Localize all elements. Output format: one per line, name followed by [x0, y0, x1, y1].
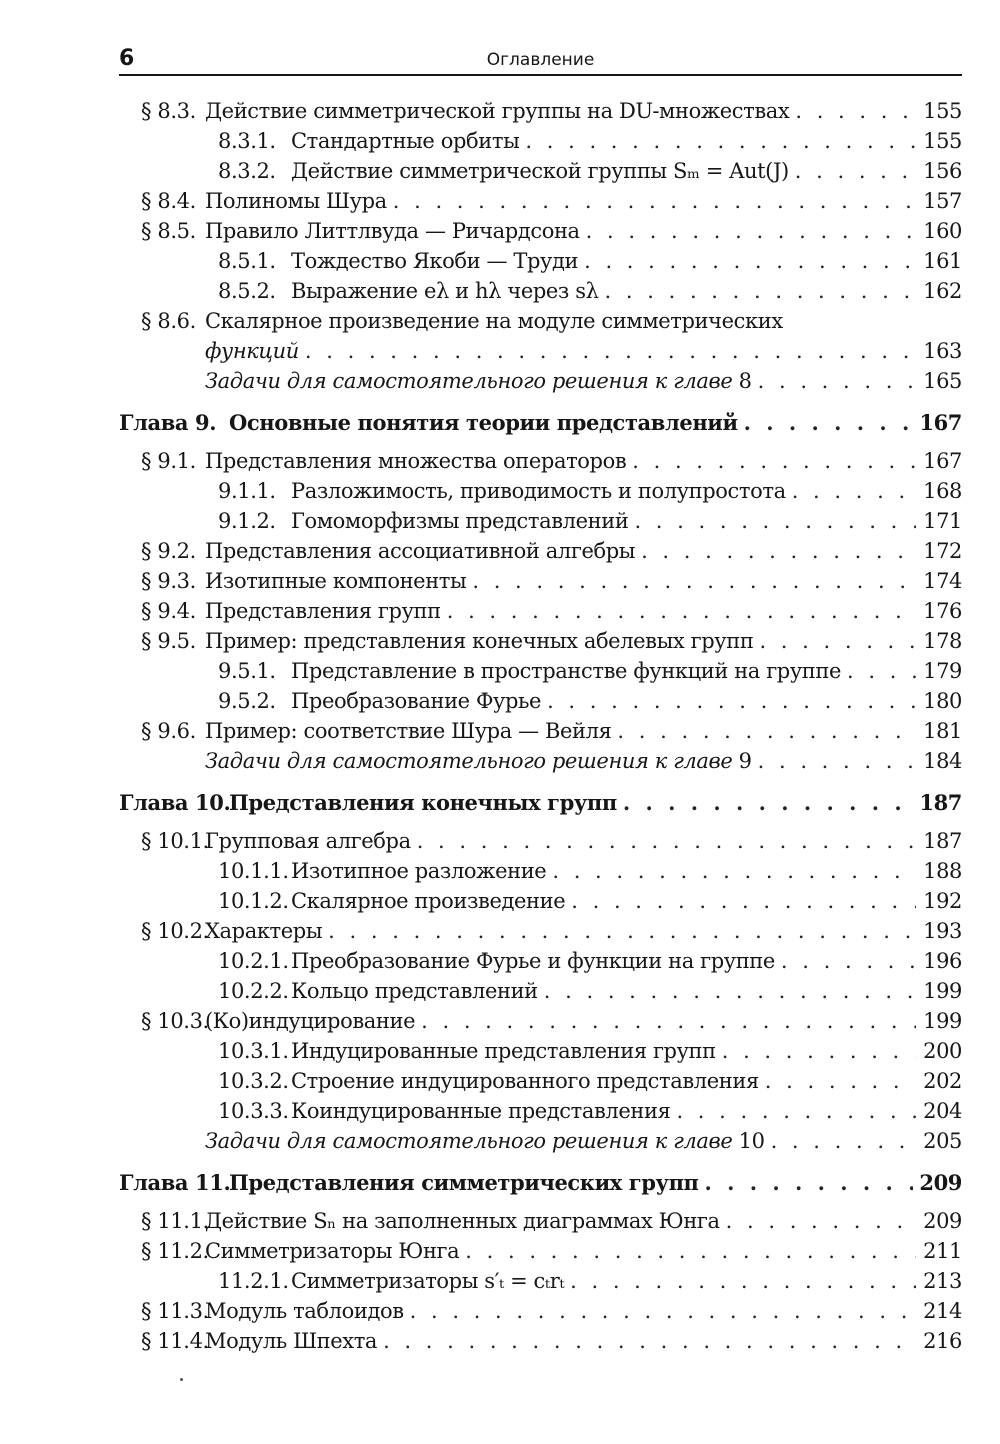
toc-entry-page: 172 — [923, 539, 962, 563]
toc-entry — [119, 566, 962, 596]
toc-entry-number: § 10.2. — [141, 919, 209, 943]
toc-entry-page: 205 — [923, 1129, 962, 1153]
toc-entry-number: 9.5.1. — [218, 659, 276, 683]
toc-entry-page: 199 — [923, 1009, 962, 1033]
toc-entry-page: 157 — [923, 189, 962, 213]
toc-entry-number: 9.5.2. — [218, 689, 276, 713]
toc-entry-title: Скалярное произведение на модуле симметрических — [205, 309, 783, 333]
toc-entry-title: Индуцированные представления групп — [291, 1039, 716, 1063]
toc-entry-number: § 9.5. — [141, 629, 196, 653]
toc-entry-page: 162 — [923, 279, 962, 303]
toc-entry-number: 8.3.2. — [218, 159, 276, 183]
toc-entry-number: 10.2.2. — [218, 979, 289, 1003]
toc-entry-line — [205, 826, 962, 856]
toc-entry-page: 161 — [923, 249, 962, 273]
toc-entry-number: § 9.3. — [141, 569, 196, 593]
dot-leader — [417, 826, 916, 856]
toc-entry-number: § 8.5. — [141, 219, 196, 243]
toc-entry-title: Представление в пространстве функций на группе — [291, 659, 842, 683]
dot-leader — [547, 686, 916, 716]
dot-leader — [759, 626, 916, 656]
toc-entry-title: Характеры — [205, 919, 323, 943]
toc-entry — [119, 156, 962, 186]
toc-entry — [119, 126, 962, 156]
toc-entry-line — [205, 446, 962, 476]
dot-leader — [605, 276, 916, 306]
toc-entry — [119, 1236, 962, 1266]
dot-leader — [795, 96, 916, 126]
toc-entry-page: 188 — [923, 859, 962, 883]
toc-entry-line — [205, 916, 962, 946]
toc-entry-line — [291, 1066, 962, 1096]
toc-entry-page: 209 — [923, 1209, 962, 1233]
toc-entry-page: 176 — [923, 599, 962, 623]
toc-entry-line — [205, 566, 962, 596]
toc-entry-title: (Ко)индуцирование — [205, 1009, 416, 1033]
toc-entry — [119, 536, 962, 566]
toc-entry-title: Пример: представления конечных абелевых групп — [205, 629, 754, 653]
toc-entry-number: 9.1.2. — [218, 509, 276, 533]
dot-leader — [544, 976, 916, 1006]
toc-entry-page: 216 — [923, 1329, 962, 1353]
toc-entry-title: Представления групп — [205, 599, 441, 623]
toc-entry-title: Правило Литтлвуда — Ричардсона — [205, 219, 580, 243]
toc-entry-number: § 11.1. — [141, 1209, 209, 1233]
dot-leader — [632, 446, 916, 476]
toc-entry-title: Полиномы Шура — [205, 189, 387, 213]
toc-entry-line — [291, 1036, 962, 1066]
toc-entry — [119, 916, 962, 946]
toc-entry — [119, 787, 962, 819]
toc-entry-title: функций — [205, 339, 299, 363]
toc-entry-title: Представления множества операторов — [205, 449, 627, 473]
toc-entry — [119, 656, 962, 686]
toc-entry-page: 178 — [923, 629, 962, 653]
toc-entry-number: Глава 9. — [119, 410, 217, 435]
toc-entry-number: 9.1.1. — [218, 479, 276, 503]
toc-entry — [119, 186, 962, 216]
toc-entry-title: Изотипное разложение — [291, 859, 547, 883]
toc-entry — [119, 886, 962, 916]
toc-entry-page: 199 — [923, 979, 962, 1003]
toc-entry-line — [205, 336, 962, 366]
toc-entry-number: 8.5.1. — [218, 249, 276, 273]
dot-leader — [410, 1296, 916, 1326]
toc-entry-title: Кольцо представлений — [291, 979, 538, 1003]
toc-entry-page: 187 — [923, 829, 962, 853]
running-title: Оглавление — [486, 50, 595, 70]
toc-entry-chapter-number: 10 — [738, 1129, 765, 1153]
toc-entry-number: § 9.4. — [141, 599, 196, 623]
toc-entry-title: Пример: соответствие Шура — Вейля — [205, 719, 612, 743]
dot-leader — [771, 1126, 916, 1156]
toc-entry-chapter-number: 8 — [738, 369, 752, 393]
toc-entry-page: 196 — [923, 949, 962, 973]
toc-entry-number: 10.1.2. — [218, 889, 289, 913]
toc-entry-line — [205, 1206, 962, 1236]
toc-entry-title: Коиндуцированные представления — [291, 1099, 671, 1123]
dot-leader — [744, 407, 914, 439]
toc-entry — [119, 946, 962, 976]
toc-entry-line — [205, 216, 962, 246]
toc-entry-line — [229, 787, 962, 819]
toc-entry-title: Выражение eλ и hλ через sλ — [291, 279, 599, 303]
dot-leader — [705, 1167, 914, 1199]
toc-entry-title: Представления симметрических групп — [229, 1170, 699, 1195]
dot-leader — [676, 1096, 916, 1126]
toc-entry-page: 174 — [923, 569, 962, 593]
toc-entry-page: 192 — [923, 889, 962, 913]
toc-entry-page: 187 — [919, 790, 962, 815]
toc-entry-line — [291, 946, 962, 976]
toc-entry-line — [229, 407, 962, 439]
toc-entry-page: 213 — [923, 1269, 962, 1293]
toc-entry-number: § 8.6. — [141, 309, 196, 333]
toc-entry-title — [205, 366, 758, 396]
toc-entry-line — [291, 476, 962, 506]
toc-entry — [119, 596, 962, 626]
toc-entry-line — [291, 656, 962, 686]
dot-leader — [465, 1236, 916, 1266]
toc-entry-number: 10.3.3. — [218, 1099, 289, 1123]
toc-entry-title: Модуль Шпехта — [205, 1329, 378, 1353]
toc-entry — [119, 246, 962, 276]
toc-entry-number: 10.3.1. — [218, 1039, 289, 1063]
toc-entry-title: Представления ассоциативной алгебры — [205, 539, 636, 563]
toc-entry-title — [205, 1126, 771, 1156]
toc-entry — [119, 976, 962, 1006]
toc-entry-page: 167 — [923, 449, 962, 473]
toc-entry — [119, 686, 962, 716]
toc-entry-page: 202 — [923, 1069, 962, 1093]
toc-entry-title-text: Задачи для самостоятельного решения к главе — [205, 369, 733, 393]
toc-entry-page: 181 — [923, 719, 962, 743]
dot-leader — [421, 1006, 916, 1036]
toc-entry-page: 171 — [923, 509, 962, 533]
toc-entry — [119, 276, 962, 306]
dot-leader — [634, 506, 916, 536]
dot-leader — [758, 746, 916, 776]
dot-leader — [781, 946, 916, 976]
toc-entry-line — [291, 506, 962, 536]
toc-entry-title: Групповая алгебра — [205, 829, 411, 853]
toc-entry-line — [205, 1236, 962, 1266]
toc-entry-number: § 11.2. — [141, 1239, 209, 1263]
toc-entry — [119, 366, 962, 396]
toc-entry-chapter-number: 9 — [738, 749, 752, 773]
toc-entry-number: § 9.2. — [141, 539, 196, 563]
toc-entry-number: § 11.3. — [141, 1299, 209, 1323]
toc-entry-number: § 10.1. — [141, 829, 209, 853]
toc-entry-line — [205, 596, 962, 626]
dot-leader — [383, 1326, 916, 1356]
dot-leader — [552, 856, 916, 886]
dot-leader — [758, 366, 916, 396]
toc-entry-title: Тождество Якоби — Труди — [291, 249, 579, 273]
toc-entry-line — [205, 96, 962, 126]
dot-leader — [525, 126, 916, 156]
dot-leader — [305, 336, 916, 366]
toc-entry-title: Преобразование Фурье — [291, 689, 542, 713]
toc-entry-page: 165 — [923, 369, 962, 393]
toc-entry-number: § 9.6. — [141, 719, 196, 743]
dot-leader — [570, 1266, 916, 1296]
toc-entry-line — [205, 536, 962, 566]
toc-entry-page: 209 — [919, 1170, 962, 1195]
toc-entry-page: 156 — [923, 159, 962, 183]
toc-entry-page: 167 — [919, 410, 962, 435]
toc-entry-page: 200 — [923, 1039, 962, 1063]
toc-entry — [119, 1066, 962, 1096]
toc-entry — [119, 1167, 962, 1199]
toc-entry-line — [205, 1326, 962, 1356]
toc-entry-page: 193 — [923, 919, 962, 943]
toc-entry-title: Действие Sₙ на заполненных диаграммах Юнга — [205, 1209, 720, 1233]
toc-entry-title: Скалярное произведение — [291, 889, 566, 913]
toc-entry-page: 179 — [923, 659, 962, 683]
print-speck — [180, 1378, 183, 1381]
toc-entry — [119, 716, 962, 746]
toc-entry-page: 168 — [923, 479, 962, 503]
toc-entry-number: § 11.4. — [141, 1329, 209, 1353]
toc-entry — [119, 1036, 962, 1066]
toc-entry-page: 160 — [923, 219, 962, 243]
toc-entry — [119, 1096, 962, 1126]
toc-entry-title — [205, 746, 758, 776]
toc-entry-line — [291, 126, 962, 156]
toc-entry-number: Глава 11. — [119, 1170, 231, 1195]
toc-entry-title: Модуль таблоидов — [205, 1299, 404, 1323]
toc-entry-line — [291, 246, 962, 276]
toc-entry-page: 155 — [923, 129, 962, 153]
toc-entry-title: Разложимость, приводимость и полупростота — [291, 479, 786, 503]
toc-entry — [119, 1296, 962, 1326]
dot-leader — [393, 186, 916, 216]
dot-leader — [472, 566, 916, 596]
toc-entry-page: 180 — [923, 689, 962, 713]
dot-leader — [617, 716, 916, 746]
dot-leader — [847, 656, 916, 686]
page-number: 6 — [119, 46, 135, 71]
dot-leader — [792, 476, 916, 506]
toc-entry-title: Симметризаторы s′ₜ = cₜrₜ — [291, 1269, 565, 1293]
toc-entry-number: 10.3.2. — [218, 1069, 289, 1093]
toc-entry-number: Глава 10. — [119, 790, 231, 815]
toc-entry — [119, 446, 962, 476]
toc-entry-line — [205, 366, 962, 396]
toc-entry-line — [291, 276, 962, 306]
toc-entry — [119, 856, 962, 886]
toc-entry-number: § 8.3. — [141, 99, 196, 123]
dot-leader — [795, 156, 916, 186]
toc-entry-title: Действие симметрической группы Sₘ = Aut(J) — [291, 159, 789, 183]
toc-entry-number: § 8.4. — [141, 189, 196, 213]
toc-entry — [119, 1126, 962, 1156]
dot-leader — [447, 596, 916, 626]
dot-leader — [726, 1206, 916, 1236]
toc-entry — [119, 476, 962, 506]
dot-leader — [584, 246, 916, 276]
toc-entry-line — [205, 626, 962, 656]
toc-entry-number: 8.5.2. — [218, 279, 276, 303]
toc-entry-title: Представления конечных групп — [229, 790, 617, 815]
toc-entry-title: Гомоморфизмы представлений — [291, 509, 629, 533]
toc-entry-title: Строение индуцированного представления — [291, 1069, 759, 1093]
toc-entry — [119, 506, 962, 536]
toc-entry-number: 11.2.1. — [218, 1269, 289, 1293]
toc-entry — [119, 407, 962, 439]
toc-entry-line — [205, 746, 962, 776]
dot-leader — [641, 536, 916, 566]
toc-entry-line — [205, 1126, 962, 1156]
dot-leader — [586, 216, 916, 246]
toc-entry — [119, 826, 962, 856]
dot-leader — [623, 787, 913, 819]
toc-entry-page: 211 — [923, 1239, 962, 1263]
toc-entry-title-text: Задачи для самостоятельного решения к главе — [205, 1129, 733, 1153]
toc-entry-page: 163 — [923, 339, 962, 363]
toc-entry — [119, 1266, 962, 1296]
dot-leader — [328, 916, 916, 946]
toc-entry-title: Действие симметрической группы на DU-множествах — [205, 99, 790, 123]
toc-entry — [119, 336, 962, 366]
toc-entry — [119, 216, 962, 246]
toc-entry-line — [291, 1096, 962, 1126]
toc-entry — [119, 306, 962, 336]
header-rule — [119, 74, 962, 76]
dot-leader — [722, 1036, 916, 1066]
toc-entry-page: 214 — [923, 1299, 962, 1323]
toc-entry — [119, 1206, 962, 1236]
toc-entry-title: Преобразование Фурье и функции на группе — [291, 949, 775, 973]
toc-entry-title: Основные понятия теории представлений — [229, 410, 738, 435]
toc-entry-page: 155 — [923, 99, 962, 123]
toc-entry-line — [291, 686, 962, 716]
toc-entry-line — [205, 716, 962, 746]
toc-entry-line — [291, 976, 962, 1006]
toc-entry-line — [291, 156, 962, 186]
toc-entry-title-text: Задачи для самостоятельного решения к главе — [205, 749, 733, 773]
toc-entry-number: 8.3.1. — [218, 129, 276, 153]
toc-entry-title: Стандартные орбиты — [291, 129, 520, 153]
toc-entry — [119, 1006, 962, 1036]
dot-leader — [765, 1066, 916, 1096]
toc-entry-title: Изотипные компоненты — [205, 569, 467, 593]
toc-entry-title: Симметризаторы Юнга — [205, 1239, 460, 1263]
toc-entry-page: 204 — [923, 1099, 962, 1123]
toc-entry-number: § 10.3. — [141, 1009, 209, 1033]
toc-entry-line — [205, 1006, 962, 1036]
toc-entry — [119, 96, 962, 126]
toc-entry-line — [205, 186, 962, 216]
toc-entry-line — [291, 886, 962, 916]
toc-entry-number: 10.1.1. — [218, 859, 289, 883]
page-header — [119, 46, 962, 76]
table-of-contents — [119, 96, 962, 1356]
dot-leader — [571, 886, 916, 916]
toc-entry — [119, 1326, 962, 1356]
toc-entry-line — [291, 1266, 962, 1296]
toc-entry — [119, 746, 962, 776]
toc-entry-line — [229, 1167, 962, 1199]
toc-entry-line — [205, 1296, 962, 1326]
toc-entry-line — [291, 856, 962, 886]
toc-entry-number: § 9.1. — [141, 449, 196, 473]
toc-entry — [119, 626, 962, 656]
toc-entry-number: 10.2.1. — [218, 949, 289, 973]
toc-entry-page: 184 — [923, 749, 962, 773]
